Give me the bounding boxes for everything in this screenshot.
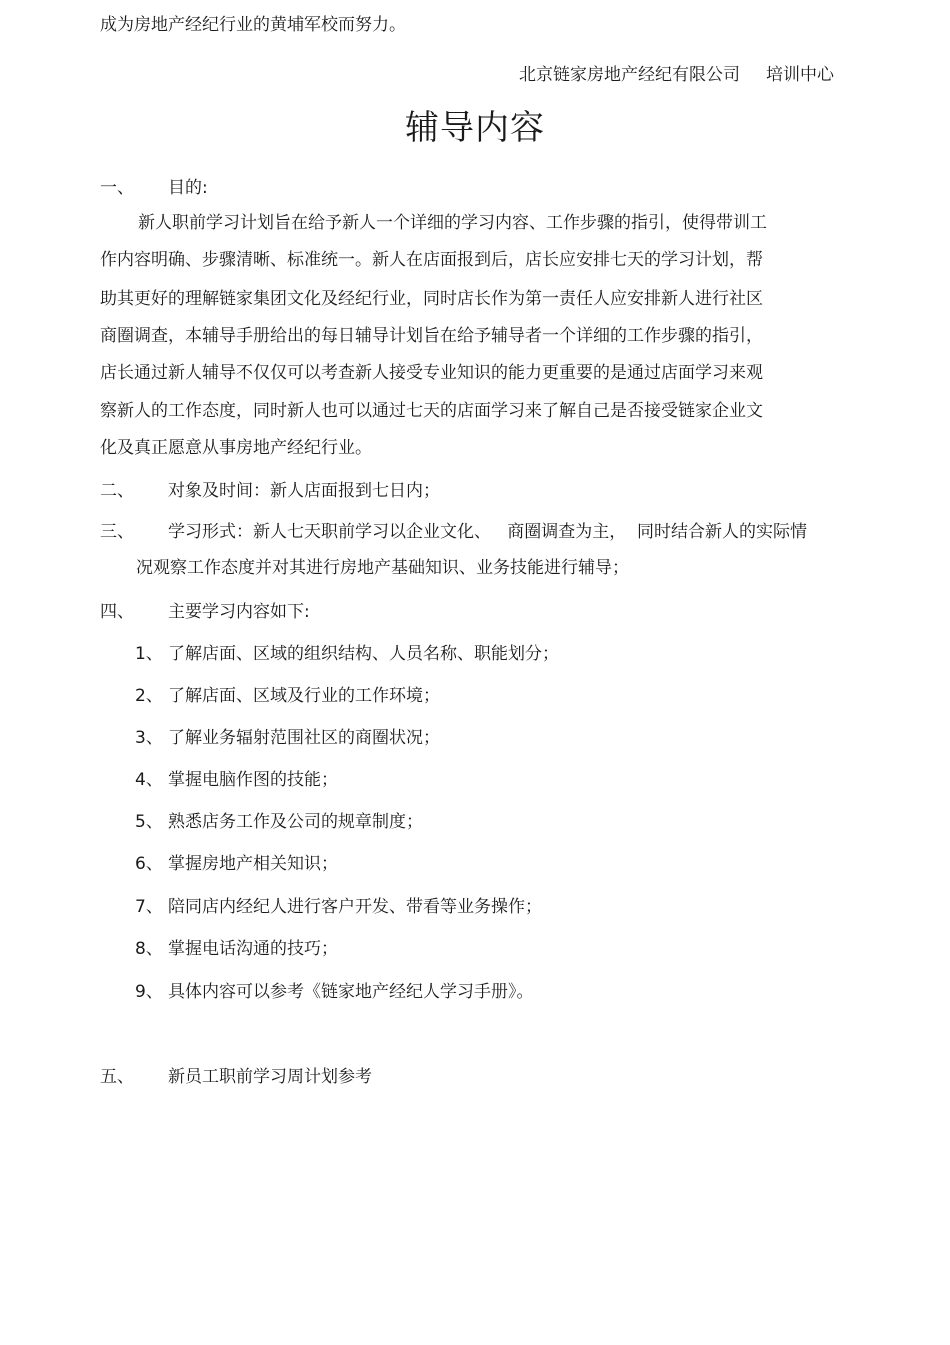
section-2-text: 对象及时间：新人店面报到七日内； <box>168 481 440 501</box>
paragraph-line: 作内容明确、步骤清晰、标准统一。新人在店面报到后，店长应安排七天的学习计划，帮 <box>100 250 763 270</box>
list-item: 了解业务辐射范围社区的商圈状况； <box>168 728 440 748</box>
list-item: 具体内容可以参考《链家地产经纪人学习手册》。 <box>168 982 534 1002</box>
paragraph-line: 新人职前学习计划旨在给予新人一个详细的学习内容、工作步骤的指引，使得带训工 <box>138 213 767 233</box>
section-3-line-1: 学习形式：新人七天职前学习以企业文化、 商圈调查为主， 同时结合新人的实际情 <box>168 522 808 542</box>
continuation-line: 成为房地产经纪行业的黄埔军校而努力。 <box>100 15 406 35</box>
section-1-number: 一、 <box>100 178 134 198</box>
paragraph-line: 商圈调查，本辅导手册给出的每日辅导计划旨在给予辅导者一个详细的工作步骤的指引， <box>100 326 763 346</box>
list-item: 了解店面、区域的组织结构、人员名称、职能划分； <box>168 644 559 664</box>
list-item-number: 5、 <box>135 812 163 832</box>
department-name: 培训中心 <box>766 65 834 85</box>
page-title: 辅导内容 <box>405 108 545 148</box>
signature <box>519 60 834 85</box>
list-item: 掌握电脑作图的技能； <box>168 770 338 790</box>
list-item-number: 2、 <box>135 686 163 706</box>
list-item-number: 3、 <box>135 728 163 748</box>
paragraph-line: 化及真正愿意从事房地产经纪行业。 <box>100 438 372 458</box>
section-2-number: 二、 <box>100 481 134 501</box>
section-3-line-2: 况观察工作态度并对其进行房地产基础知识、业务技能进行辅导； <box>136 558 629 578</box>
list-item: 掌握电话沟通的技巧； <box>168 939 338 959</box>
company-name: 北京链家房地产经纪有限公司 <box>519 65 740 85</box>
paragraph-line: 助其更好的理解链家集团文化及经纪行业，同时店长作为第一责任人应安排新人进行社区 <box>100 289 763 309</box>
paragraph-line: 店长通过新人辅导不仅仅可以考查新人接受专业知识的能力更重要的是通过店面学习来观 <box>100 363 763 383</box>
list-item: 掌握房地产相关知识； <box>168 854 338 874</box>
list-item-number: 4、 <box>135 770 163 790</box>
list-item-number: 8、 <box>135 939 163 959</box>
section-5-number: 五、 <box>100 1067 134 1087</box>
paragraph-line: 察新人的工作态度，同时新人也可以通过七天的店面学习来了解自己是否接受链家企业文 <box>100 401 763 421</box>
section-4-number: 四、 <box>100 602 134 622</box>
list-item-number: 6、 <box>135 854 163 874</box>
section-4-heading: 主要学习内容如下: <box>168 602 310 622</box>
section-1-heading: 目的: <box>168 178 208 198</box>
list-item-number: 1、 <box>135 644 163 664</box>
section-3-number: 三、 <box>100 522 134 542</box>
list-item: 了解店面、区域及行业的工作环境； <box>168 686 440 706</box>
list-item: 熟悉店务工作及公司的规章制度； <box>168 812 423 832</box>
list-item: 陪同店内经纪人进行客户开发、带看等业务操作； <box>168 897 542 917</box>
list-item-number: 7、 <box>135 897 163 917</box>
list-item-number: 9、 <box>135 982 163 1002</box>
section-5-heading: 新员工职前学习周计划参考 <box>168 1067 372 1087</box>
